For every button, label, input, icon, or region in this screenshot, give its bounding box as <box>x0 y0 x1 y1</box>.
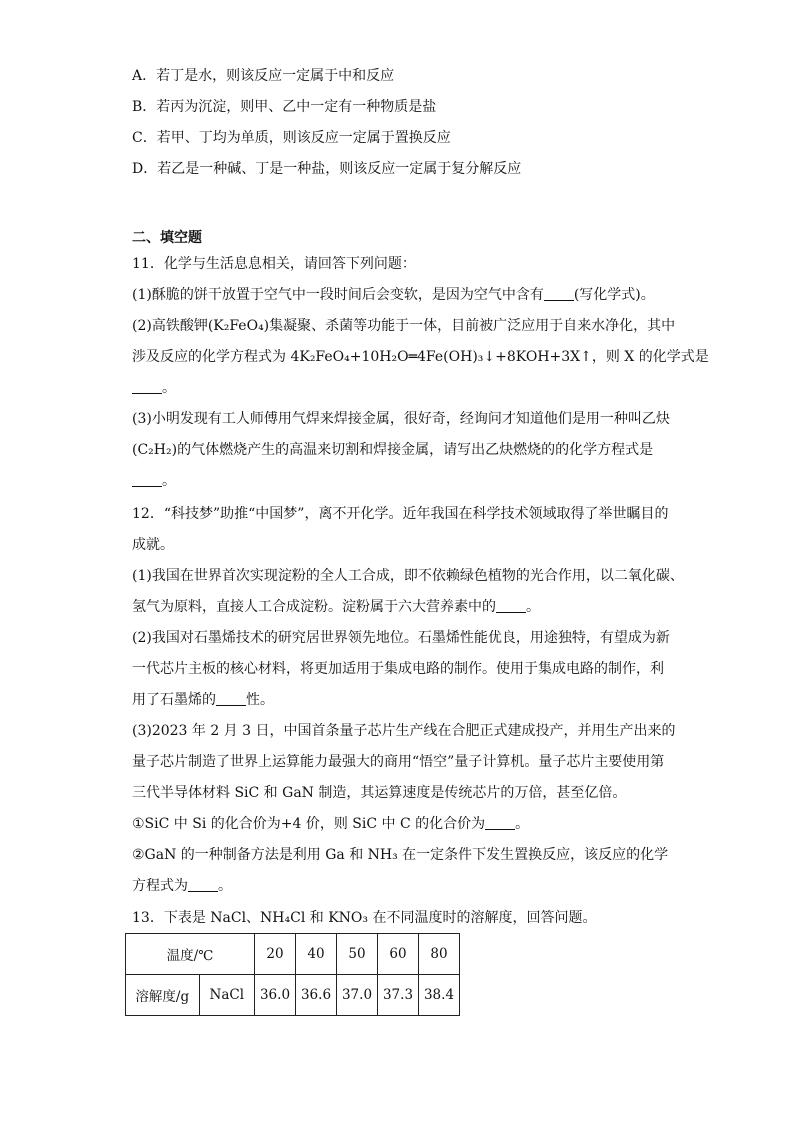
temp-cell: 80 <box>419 934 460 975</box>
q12-part2-end: 性。 <box>246 692 274 708</box>
option-a: A．若丁是水，则该反应一定属于中和反应 <box>132 68 395 84</box>
q12-sub1-end: 。 <box>515 816 530 832</box>
solubility-label-cell: 溶解度/g <box>126 975 200 1016</box>
option-b: B．若丙为沉淀，则甲、乙中一定有一种物质是盐 <box>132 99 437 115</box>
q12-part1-line2 <box>132 597 540 617</box>
temp-cell: 60 <box>378 934 419 975</box>
answer-blank[interactable] <box>132 472 162 487</box>
q11-part3-end: 。 <box>162 473 176 489</box>
q11-part3-line2: (C₂H₂)的气体燃烧产生的高温来切割和焊接金属，请写出乙炔燃烧的的化学方程式是 <box>132 442 654 458</box>
q12-sub2-text: 方程式为 <box>132 878 188 894</box>
temp-cell: 50 <box>337 934 378 975</box>
q11-part3-line1: (3)小明发现有工人师傅用气焊来焊接金属，很好奇，经询问才知道他们是用一种叫乙炔 <box>132 411 670 427</box>
q11-part2-line1: (2)高铁酸钾(K₂FeO₄)集凝聚、杀菌等功能于一体，目前被广泛应用于自来水净化，其中 <box>132 318 676 334</box>
q12-part2-line1: (2)我国对石墨烯技术的研究居世界领先地位。石墨烯性能优良，用途独特，有望成为新 <box>132 630 670 646</box>
q11-part2-line3 <box>132 378 176 398</box>
q12-part2-line2: 一代芯片主板的核心材料，将更加适用于集成电路的制作。使用于集成电路的制作，利 <box>132 661 664 677</box>
q11-stem: 11．化学与生活息息相关，请回答下列问题： <box>132 256 416 272</box>
q11-part1-end: (写化学式)。 <box>573 287 655 303</box>
q12-sub1 <box>132 814 529 834</box>
section-heading: 二、填空题 <box>132 230 202 246</box>
q12-part1-line1: (1)我国在世界首次实现淀粉的全人工合成，即不依赖绿色植物的光合作用，以二氧化碳、 <box>132 568 684 584</box>
q12-part3-line3: 三代半导体材料 SiC 和 GaN 制造，其运算速度是传统芯片的万倍，甚至亿倍。 <box>132 785 627 801</box>
q11-part2-end: 。 <box>162 380 176 396</box>
answer-blank[interactable] <box>496 598 526 613</box>
q11-part3-line3 <box>132 471 176 491</box>
temp-label-cell: 温度/℃ <box>126 934 255 975</box>
q12-sub2-end: 。 <box>218 878 232 894</box>
q12-part3-line2: 量子芯片制造了世界上运算能力最强大的商用“悟空”量子计算机。量子芯片主要使用第 <box>132 754 665 770</box>
value-cell: 37.3 <box>378 975 419 1016</box>
table-row <box>126 934 460 975</box>
q11-part1 <box>132 285 655 305</box>
q12-part1-text: 氢气为原料，直接人工合成淀粉。淀粉属于六大营养素中的 <box>132 599 496 615</box>
q12-part3-line1: (3)2023 年 2 月 3 日，中国首条量子芯片生产线在合肥正式建成投产，并用生产出来的 <box>132 723 676 739</box>
option-c: C．若甲、丁均为单质，则该反应一定属于置换反应 <box>132 130 451 146</box>
q11-part2-line2: 涉及反应的化学方程式为 4K₂FeO₄+10H₂O═4Fe(OH)₃↓+8KOH+3X↑，则 X 的化学式是 <box>132 349 709 365</box>
q12-part2-line3 <box>132 690 274 710</box>
q12-part1-end: 。 <box>526 599 540 615</box>
answer-blank[interactable] <box>544 286 574 301</box>
q12-part2-text: 用了石墨烯的 <box>132 692 216 708</box>
solubility-table <box>125 933 460 1016</box>
value-cell: 36.0 <box>255 975 296 1016</box>
table-row <box>126 975 460 1016</box>
value-cell: 36.6 <box>296 975 337 1016</box>
option-d: D．若乙是一种碱、丁是一种盐，则该反应一定属于复分解反应 <box>132 161 522 177</box>
q12-stem-line1: 12．“科技梦”助推“中国梦”，离不开化学。近年我国在科学技术领域取得了举世瞩目的 <box>132 506 669 522</box>
value-cell: 37.0 <box>337 975 378 1016</box>
answer-blank[interactable] <box>188 877 218 892</box>
q11-part1-text: (1)酥脆的饼干放置于空气中一段时间后会变软，是因为空气中含有 <box>132 287 544 303</box>
q12-sub2-line1: ②GaN 的一种制备方法是利用 Ga 和 NH₃ 在一定条件下发生置换反应，该反应的化学 <box>132 847 669 863</box>
answer-blank[interactable] <box>485 815 515 830</box>
answer-blank[interactable] <box>132 379 162 394</box>
q12-stem-line2: 成就。 <box>132 537 174 553</box>
q12-sub1-text: ①SiC 中 Si 的化合价为+4 价，则 SiC 中 C 的化合价为 <box>132 816 486 832</box>
substance-cell: NaCl <box>199 975 254 1016</box>
temp-cell: 20 <box>255 934 296 975</box>
value-cell: 38.4 <box>419 975 460 1016</box>
temp-cell: 40 <box>296 934 337 975</box>
q12-sub2-line2 <box>132 876 232 896</box>
q13-stem: 13．下表是 NaCl、NH₄Cl 和 KNO₃ 在不同温度时的溶解度，回答问题。 <box>132 910 597 926</box>
answer-blank[interactable] <box>216 691 246 706</box>
